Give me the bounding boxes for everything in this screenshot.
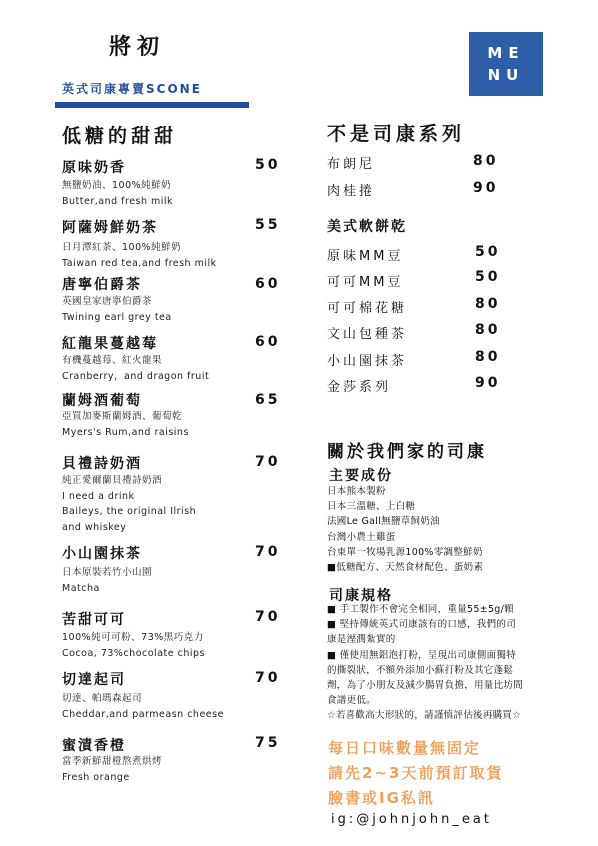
- menu-item-desc: 日月潭紅茶、100%純鮮奶 Taiwan red tea,and fresh milk: [62, 242, 217, 269]
- menu-item-name: 紅龍果蔓越莓: [62, 336, 158, 352]
- cookie-item-price: 80: [475, 349, 501, 365]
- menu-item-name: 阿薩姆鮮奶茶: [62, 220, 158, 236]
- menu-item-name: 原味奶香: [62, 160, 126, 176]
- order-notice: 每日口味數量無固定 請先2~3天前預訂取貨 臉書或IG私訊: [328, 739, 504, 807]
- menu-item-desc: 無鹽奶油、100%純鮮奶 Butter,and fresh milk: [62, 180, 174, 207]
- other-item-price: 90: [473, 180, 499, 196]
- menu-item-price: 70: [255, 454, 281, 470]
- left-section-title: 低糖的甜甜: [62, 125, 178, 147]
- brand-subtitle: 英式司康專賣SCONE: [62, 82, 202, 96]
- menu-item-price: 70: [255, 544, 281, 560]
- cookie-item-name: 可可MM豆: [327, 275, 404, 290]
- menu-item-name: 切達起司: [62, 672, 126, 688]
- cookie-item-price: 80: [475, 322, 501, 338]
- menu-item-desc: 100%純可可粉、73%黑巧克力 Cocoa, 73%chocolate chips: [62, 632, 205, 659]
- ingredients-title: 主要成份: [329, 468, 393, 484]
- menu-item-desc: 亞買加麥斯蘭姆酒、葡萄乾 Myers's Rum,and raisins: [62, 411, 189, 438]
- menu-item-price: 70: [255, 670, 281, 686]
- menu-item-desc: 當季新鮮甜橙熬煮烘烤 Fresh orange: [62, 756, 163, 783]
- spec-title: 司康規格: [329, 588, 393, 604]
- cookie-item-name: 可可棉花糖: [327, 301, 408, 316]
- menu-item-name: 貝禮詩奶酒: [62, 456, 142, 472]
- right-section-title: 不是司康系列: [327, 123, 466, 145]
- menu-item-price: 55: [255, 217, 281, 233]
- menu-item-desc: 日本原裝若竹小山園 Matcha: [62, 567, 153, 594]
- about-title: 關於我們家的司康: [327, 442, 487, 462]
- other-item-name: 布朗尼: [327, 157, 376, 172]
- menu-item-price: 60: [255, 276, 281, 292]
- instagram-handle: ig:@johnjohn_eat: [331, 812, 492, 827]
- menu-badge: [469, 32, 543, 96]
- menu-item-price: 70: [255, 609, 281, 625]
- menu-item-price: 65: [255, 392, 281, 408]
- other-item-price: 80: [473, 153, 499, 169]
- menu-item-price: 60: [255, 334, 281, 350]
- menu-item-name: 唐寧伯爵茶: [62, 277, 142, 293]
- menu-item-desc: 有機蔓越莓、紅火龍果 Cranberry，and dragon fruit: [62, 355, 210, 382]
- menu-item-desc: 純正愛爾蘭貝禮詩奶酒 I need a drink Baileys, the original Ilrish and whiskey: [62, 475, 197, 533]
- cookie-item-name: 文山包種茶: [327, 327, 408, 342]
- menu-item-name: 蜜漬香橙: [62, 738, 126, 754]
- menu-item-name: 小山園抹茶: [62, 546, 142, 562]
- menu-item-desc: 切達、帕瑪森起司 Cheddar,and parmeasn cheese: [62, 693, 224, 720]
- cookie-item-price: 50: [475, 244, 501, 260]
- cookie-item-name: 金莎系列: [327, 380, 392, 395]
- cookie-item-price: 90: [475, 375, 501, 391]
- ingredients-list: 日本熊本製粉 日本三溫糖、上白糖 法國Le Gall無鹽草飼奶油 台灣小農土雞蛋 台東單一牧場乳源100%零調整鮮奶 ■低糖配方、天然食材配色、蛋奶素: [327, 486, 484, 574]
- brand-underline: [55, 102, 249, 108]
- menu-item-price: 50: [255, 157, 281, 173]
- cookie-item-name: 原味MM豆: [327, 249, 404, 264]
- menu-item-price: 75: [255, 735, 281, 751]
- menu-item-name: 苦甜可可: [62, 612, 126, 628]
- spec-list: ■ 手工製作不會完全相同，重量55±5g/顆 ■ 堅持傳統英式司康該有的口感，我們的司 康是溼潤紮實的 ■ 僅使用無鋁泡打粉，呈現出司康側面獨特 的撕裂狀，不額外添加小蘇打粉及其它蓬鬆 劑，為了小朋友及減少腸胃負擔，用量比坊間 食譜更低。 ☆若喜歡高大形狀的，請謹慎評估後再購買☆: [327, 604, 524, 722]
- cookie-item-price: 50: [475, 269, 501, 285]
- cookie-item-name: 小山園抹茶: [327, 354, 408, 369]
- menu-badge-text: ME NU: [487, 44, 525, 84]
- brand-name: 將初: [109, 35, 166, 60]
- cookie-item-price: 80: [475, 296, 501, 312]
- menu-item-desc: 英國皇家唐寧伯爵茶 Twining earl grey tea: [62, 296, 172, 323]
- other-item-name: 肉桂捲: [327, 184, 376, 199]
- menu-item-name: 蘭姆酒葡萄: [62, 393, 142, 409]
- cookie-section-title: 美式軟餅乾: [327, 219, 407, 235]
